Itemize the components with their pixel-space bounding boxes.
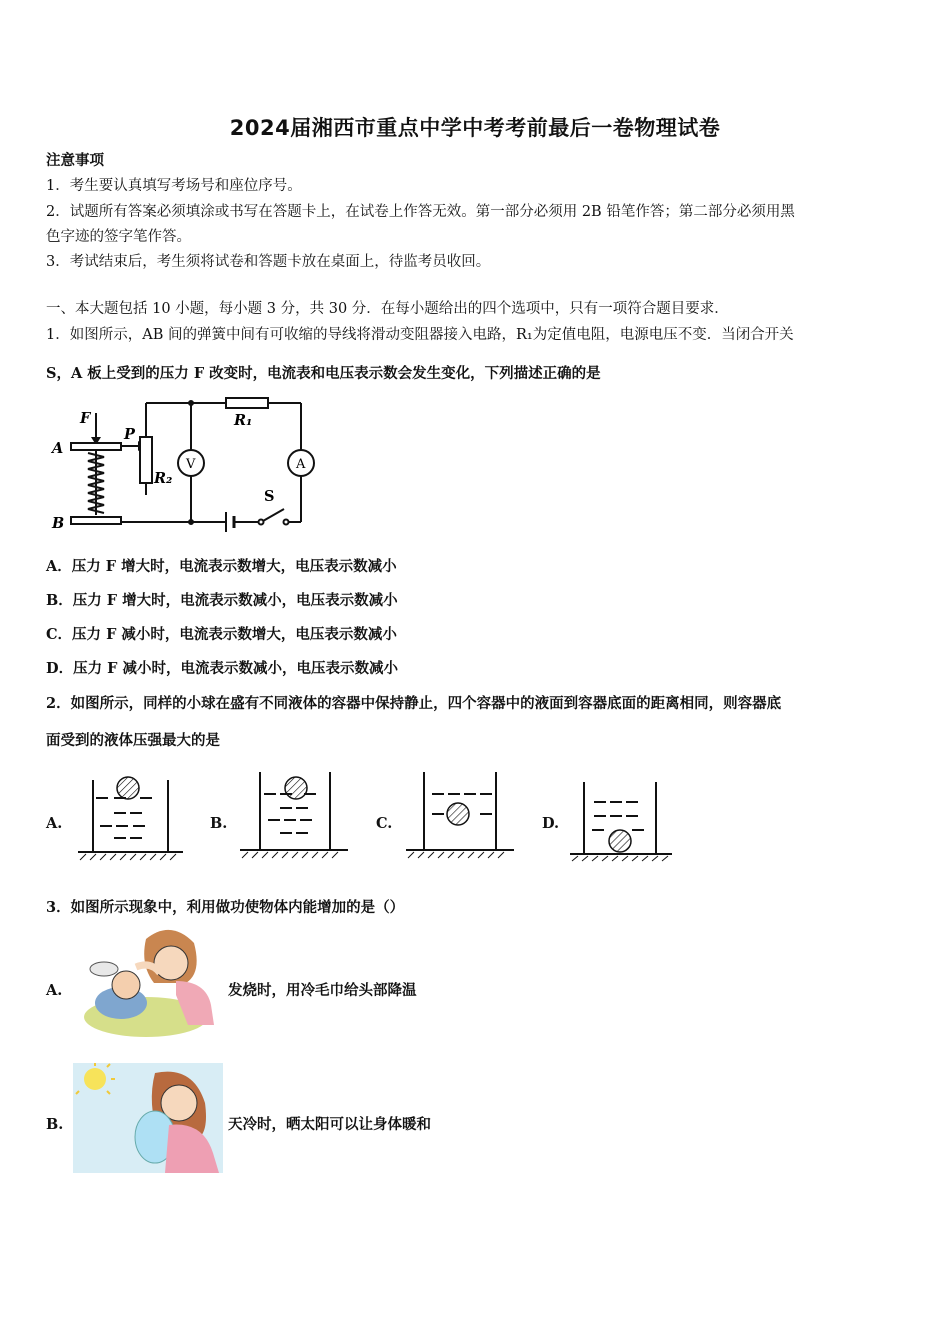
ammeter-icon: A	[296, 457, 306, 472]
notice-item: 2．试题所有答案必须填涂或书写在答题卡上，在试卷上作答无效。第一部分必须用 2B 铅笔作答；第二部分必须用黑	[46, 204, 795, 220]
container-d	[570, 778, 672, 862]
question-1-stem-line1: 1．如图所示，AB 间的弹簧中间有可收缩的导线将滑动变阻器接入电路，R₁为定值电阻，电源电压不变．当闭合开关	[46, 327, 794, 343]
question-1-stem-line2: S，A 板上受到的压力 F 改变时，电流表和电压表示数会发生变化，下列描述正确的是	[46, 365, 601, 382]
q2-option-b-label: B.	[210, 815, 228, 832]
notice-item: 色字迹的签字笔作答。	[46, 229, 191, 245]
label-A: A	[52, 440, 64, 457]
q1-option-d: D．压力 F 减小时，电流表示数减小，电压表示数减小	[46, 660, 398, 677]
q3-option-b-text: 天冷时，晒太阳可以让身体暖和	[228, 1116, 431, 1133]
q1-option-a: A．压力 F 增大时，电流表示数增大，电压表示数减小	[46, 558, 397, 575]
label-R1: R₁	[234, 412, 253, 429]
label-S: S	[264, 488, 275, 505]
q2-option-a-label: A.	[46, 815, 63, 832]
sunbathing-girl-illustration	[73, 1063, 223, 1173]
question-3-stem: 3．如图所示现象中，利用做功使物体内能增加的是（）	[46, 899, 405, 916]
question-2-stem-line1: 2．如图所示，同样的小球在盛有不同液体的容器中保持静止，四个容器中的液面到容器底面的距离相同，则容器底	[46, 695, 782, 712]
section-heading: 一、本大题包括 10 小题，每小题 3 分，共 30 分．在每小题给出的四个选项中，只有一项符合题目要求．	[46, 301, 729, 317]
q1-option-b: B．压力 F 增大时，电流表示数减小，电压表示数减小	[46, 592, 398, 609]
q2-option-c-label: C.	[376, 815, 393, 832]
page-title: 2024届湘西市重点中学中考考前最后一卷物理试卷	[229, 116, 721, 140]
label-P: P	[124, 426, 135, 443]
container-c	[406, 768, 514, 862]
notice-heading: 注意事项	[46, 152, 104, 169]
sick-child-illustration	[76, 925, 224, 1040]
label-B: B	[52, 515, 65, 532]
q2-option-d-label: D.	[542, 815, 560, 832]
container-b	[240, 768, 348, 862]
label-R2: R₂	[154, 470, 173, 487]
q3-option-a-label: A.	[46, 982, 63, 999]
question-2-stem-line2: 面受到的液体压强最大的是	[46, 732, 220, 749]
voltmeter-icon: V	[186, 457, 196, 472]
notice-item: 3．考试结束后，考生须将试卷和答题卡放在桌面上，待监考员收回。	[46, 254, 491, 270]
q3-option-b-label: B.	[46, 1116, 64, 1133]
label-F: F	[80, 410, 91, 427]
q1-option-c: C．压力 F 减小时，电流表示数增大，电压表示数减小	[46, 626, 397, 643]
notice-item: 1．考生要认真填写考场号和座位序号。	[46, 178, 302, 194]
q3-option-a-text: 发烧时，用冷毛巾给头部降温	[228, 982, 417, 999]
circuit-diagram	[46, 395, 316, 535]
container-a	[78, 770, 183, 862]
